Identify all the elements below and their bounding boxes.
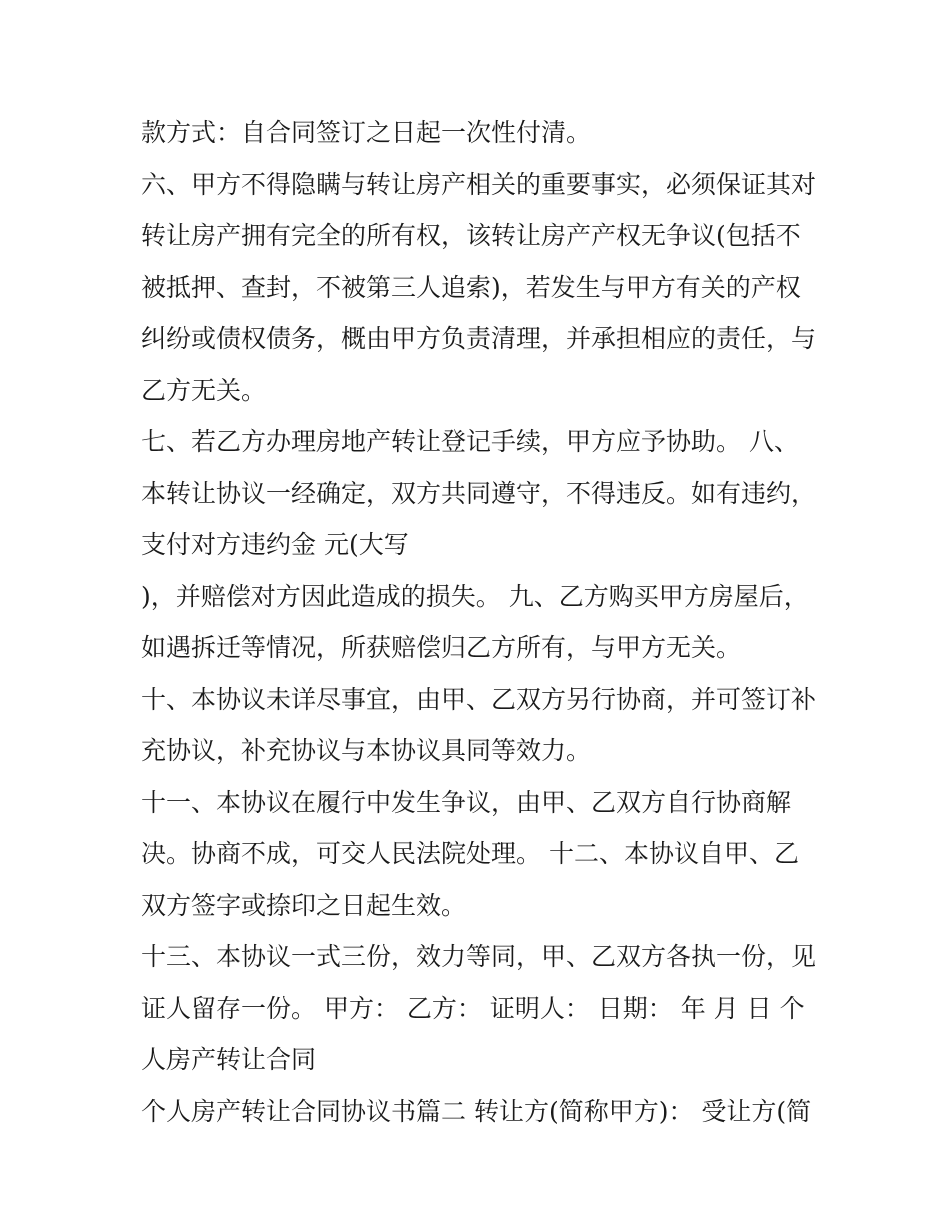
text-line: 款方式：自合同签订之日起一次性付清。 bbox=[141, 118, 592, 147]
text-line: 本转让协议一经确定，双方共同遵守，不得违反。如有违约， bbox=[141, 478, 817, 508]
text-line: 纠纷或债权债务，概由甲方负责清理，并承担相应的责任，与 bbox=[141, 324, 817, 353]
text-line: 双方签字或捺印之日起生效。 bbox=[141, 890, 467, 920]
text-line: 六、甲方不得隐瞒与转让房产相关的重要事实，必须保证其对 bbox=[141, 169, 817, 199]
text-line: 个人房产转让合同协议书篇二 转让方(简称甲方)： 受让方(简 bbox=[141, 1096, 812, 1126]
text-line: 十、本协议未详尽事宜，由甲、乙双方另行协商，并可签订补 bbox=[141, 684, 817, 714]
text-line: 如遇拆迁等情况，所获赔偿归乙方所有，与甲方无关。 bbox=[141, 633, 742, 662]
text-line: 十三、本协议一式三份，效力等同，甲、乙双方各执一份，见 bbox=[141, 942, 817, 971]
text-line: )，并赔偿对方因此造成的损失。 九、乙方购买甲方房屋后， bbox=[141, 581, 809, 611]
text-line: 转让房产拥有完全的所有权，该转让房产产权无争议(包括不 bbox=[141, 221, 801, 250]
text-line: 被抵押、查封，不被第三人追索)，若发生与甲方有关的产权 bbox=[141, 272, 801, 302]
text-line: 人房产转让合同 bbox=[141, 1045, 317, 1074]
text-line: 七、若乙方办理房地产转让登记手续，甲方应予协助。 八、 bbox=[141, 427, 799, 456]
text-line: 支付对方违约金 元(大写 bbox=[141, 530, 409, 559]
text-line: 十一、本协议在履行中发生争议，由甲、乙双方自行协商解 bbox=[141, 787, 792, 817]
text-line: 决。协商不成，可交人民法院处理。 十二、本协议自甲、乙 bbox=[141, 839, 799, 868]
text-line: 乙方无关。 bbox=[141, 375, 267, 405]
document-body bbox=[141, 107, 821, 1137]
text-line: 充协议，补充协议与本协议具同等效力。 bbox=[141, 736, 592, 765]
text-line: 证人留存一份。 甲方： 乙方： 证明人： 日期： 年 月 日 个 bbox=[141, 993, 805, 1023]
